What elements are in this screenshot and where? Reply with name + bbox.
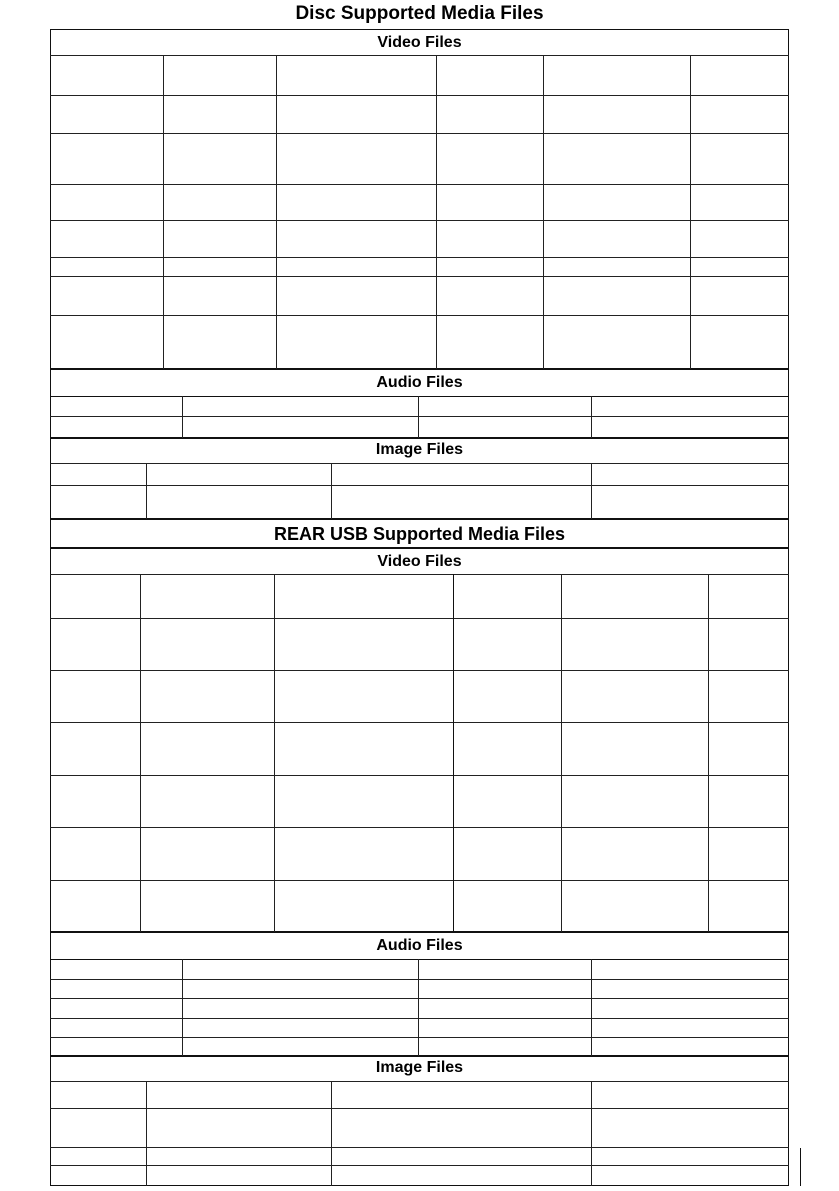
table-row-divider xyxy=(50,827,789,828)
table-column-divider xyxy=(182,959,183,1056)
table-row-divider xyxy=(50,722,789,723)
table-column-divider xyxy=(331,463,332,519)
disc-audio-table xyxy=(50,369,789,438)
table-row-divider xyxy=(50,618,789,619)
usb-audio-files-heading: Audio Files xyxy=(376,937,463,954)
table-column-divider xyxy=(591,396,592,438)
table-row-divider xyxy=(50,55,789,56)
table-column-divider xyxy=(418,959,419,1056)
usb-image-files-heading: Image Files xyxy=(375,1059,464,1076)
table-column-divider xyxy=(276,55,277,369)
table-row-divider xyxy=(50,485,789,486)
table-column-divider xyxy=(543,55,544,369)
table-row-divider xyxy=(50,184,789,185)
usb-image-table xyxy=(50,1056,789,1186)
disc-image-table xyxy=(50,438,789,519)
usb-video-files-heading: Video Files xyxy=(377,553,462,570)
table-row-divider xyxy=(50,276,789,277)
table-row-divider xyxy=(50,998,789,999)
table-row-divider xyxy=(50,1147,789,1148)
usb-video-table xyxy=(50,548,789,932)
disc-image-files-heading: Image Files xyxy=(375,441,464,458)
table-column-divider xyxy=(146,463,147,519)
table-column-divider xyxy=(708,574,709,932)
disc-section-title: Disc Supported Media Files xyxy=(295,3,544,24)
table-column-divider xyxy=(163,55,164,369)
table-row-divider xyxy=(50,1018,789,1019)
table-column-divider xyxy=(591,1081,592,1186)
table-row-divider xyxy=(50,1165,789,1166)
table-row-divider xyxy=(50,1037,789,1038)
table-column-divider xyxy=(690,55,691,369)
table-row-divider xyxy=(50,1081,789,1082)
table-column-divider xyxy=(146,1081,147,1186)
table-row-divider xyxy=(50,396,789,397)
table-row-divider xyxy=(50,670,789,671)
table-row-divider xyxy=(50,463,789,464)
table-column-divider xyxy=(561,574,562,932)
disc-video-files-heading: Video Files xyxy=(377,34,462,51)
table-column-divider xyxy=(182,396,183,438)
table-row-divider xyxy=(50,315,789,316)
table-column-divider xyxy=(591,959,592,1056)
table-column-divider xyxy=(140,574,141,932)
table-column-divider xyxy=(331,1081,332,1186)
table-row-divider xyxy=(50,979,789,980)
table-column-divider xyxy=(274,574,275,932)
table-column-divider xyxy=(418,396,419,438)
table-row-divider xyxy=(50,775,789,776)
table-column-divider xyxy=(436,55,437,369)
table-row-divider xyxy=(50,959,789,960)
table-row-divider xyxy=(50,416,789,417)
table-row-divider xyxy=(50,574,789,575)
usb-title-bar xyxy=(50,519,789,548)
table-row-divider xyxy=(50,220,789,221)
margin-tick-mark xyxy=(800,1148,801,1186)
table-row-divider xyxy=(50,880,789,881)
table-row-divider xyxy=(50,1108,789,1109)
table-row-divider xyxy=(50,133,789,134)
table-row-divider xyxy=(50,257,789,258)
table-column-divider xyxy=(453,574,454,932)
disc-video-table xyxy=(50,29,789,369)
table-row-divider xyxy=(50,95,789,96)
table-column-divider xyxy=(591,463,592,519)
disc-audio-files-heading: Audio Files xyxy=(376,374,463,391)
usb-section-title: REAR USB Supported Media Files xyxy=(273,524,566,544)
